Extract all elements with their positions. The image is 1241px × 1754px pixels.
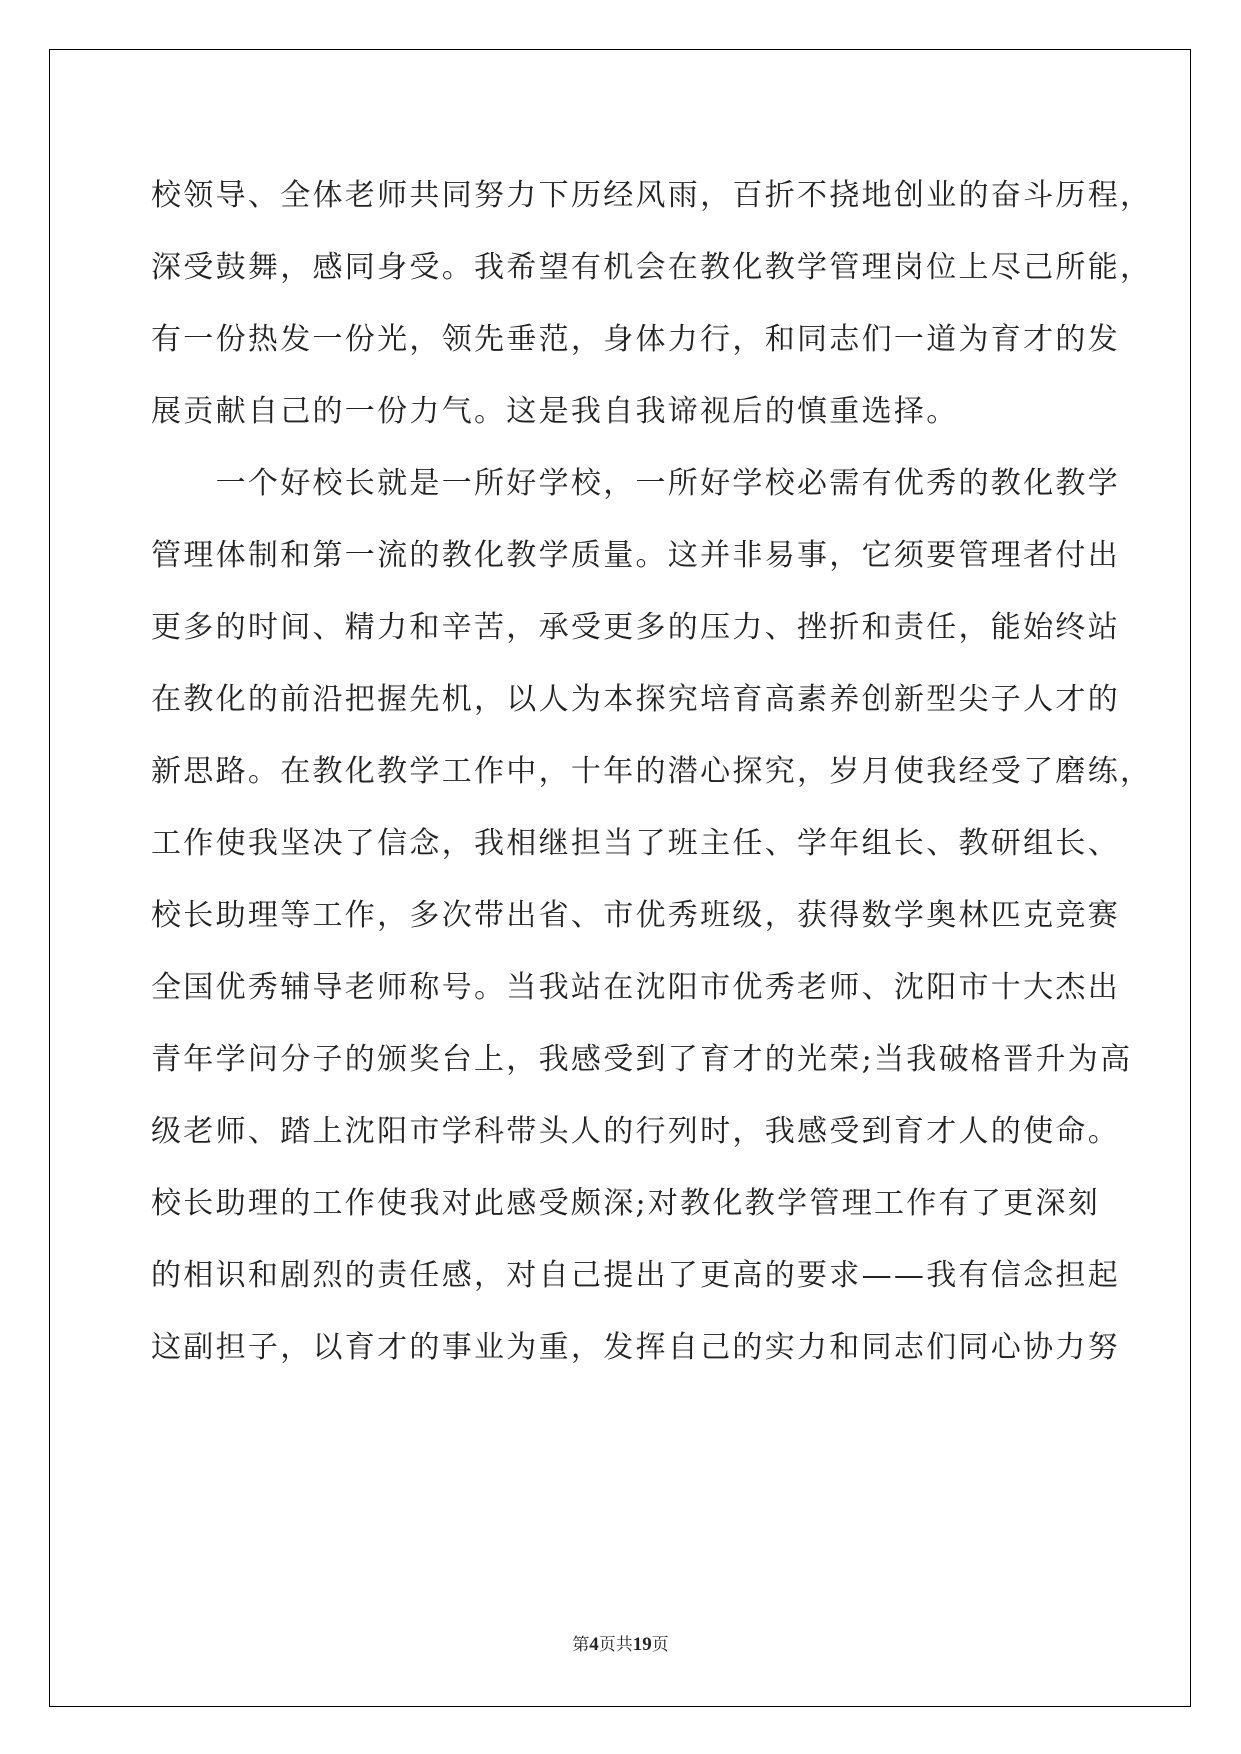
total-prefix: 共 xyxy=(615,1635,633,1655)
text-line: 这副担子，以育才的事业为重，发挥自己的实力和同志们同心协力努 xyxy=(151,1330,1120,1365)
text-line: 更多的时间、精力和辛苦，承受更多的压力、挫折和责任，能始终站 xyxy=(151,610,1120,645)
text-line: 校长助理的工作使我对此感受颇深;对教化教学管理工作有了更深刻 xyxy=(151,1186,1101,1221)
document-body xyxy=(151,160,1153,1384)
text-line: 管理体制和第一流的教化教学质量。这并非易事，它须要管理者付出 xyxy=(151,538,1120,573)
text-line: 校领导、全体老师共同努力下历经风雨，百折不挠地创业的奋斗历程， xyxy=(151,178,1153,213)
total-suffix: 页 xyxy=(651,1635,669,1655)
text-line: 深受鼓舞，感同身受。我希望有机会在教化教学管理岗位上尽己所能， xyxy=(151,250,1153,285)
text-line: 有一份热发一份光，领先垂范，身体力行，和同志们一道为育才的发 xyxy=(151,322,1120,357)
text-line: 校长助理等工作，多次带出省、市优秀班级，获得数学奥林匹克竞赛 xyxy=(151,898,1120,933)
page-suffix: 页 xyxy=(598,1635,616,1655)
text-line: 在教化的前沿把握先机，以人为本探究培育高素养创新型尖子人才的 xyxy=(151,682,1120,717)
page-number: 4 xyxy=(589,1634,599,1655)
total-pages: 19 xyxy=(632,1634,652,1655)
text-line: 工作使我坚决了信念，我相继担当了班主任、学年组长、教研组长、 xyxy=(151,826,1120,861)
page-footer xyxy=(0,1630,1241,1656)
text-line: 新思路。在教化教学工作中，十年的潜心探究，岁月使我经受了磨练， xyxy=(151,754,1153,789)
text-line: 展贡献自己的一份力气。这是我自我谛视后的慎重选择。 xyxy=(151,394,959,429)
page-prefix: 第 xyxy=(572,1635,590,1655)
text-line: 的相识和剧烈的责任感，对自己提出了更高的要求——我有信念担起 xyxy=(151,1258,1120,1293)
text-line: 一个好校长就是一所好学校，一所好学校必需有优秀的教化教学 xyxy=(151,466,1120,501)
text-line: 级老师、踏上沈阳市学科带头人的行列时，我感受到育才人的使命。 xyxy=(151,1114,1120,1149)
text-line: 全国优秀辅导老师称号。当我站在沈阳市优秀老师、沈阳市十大杰出 xyxy=(151,970,1120,1005)
text-line: 青年学问分子的颁奖台上，我感受到了育才的光荣;当我破格晋升为高 xyxy=(151,1042,1133,1077)
